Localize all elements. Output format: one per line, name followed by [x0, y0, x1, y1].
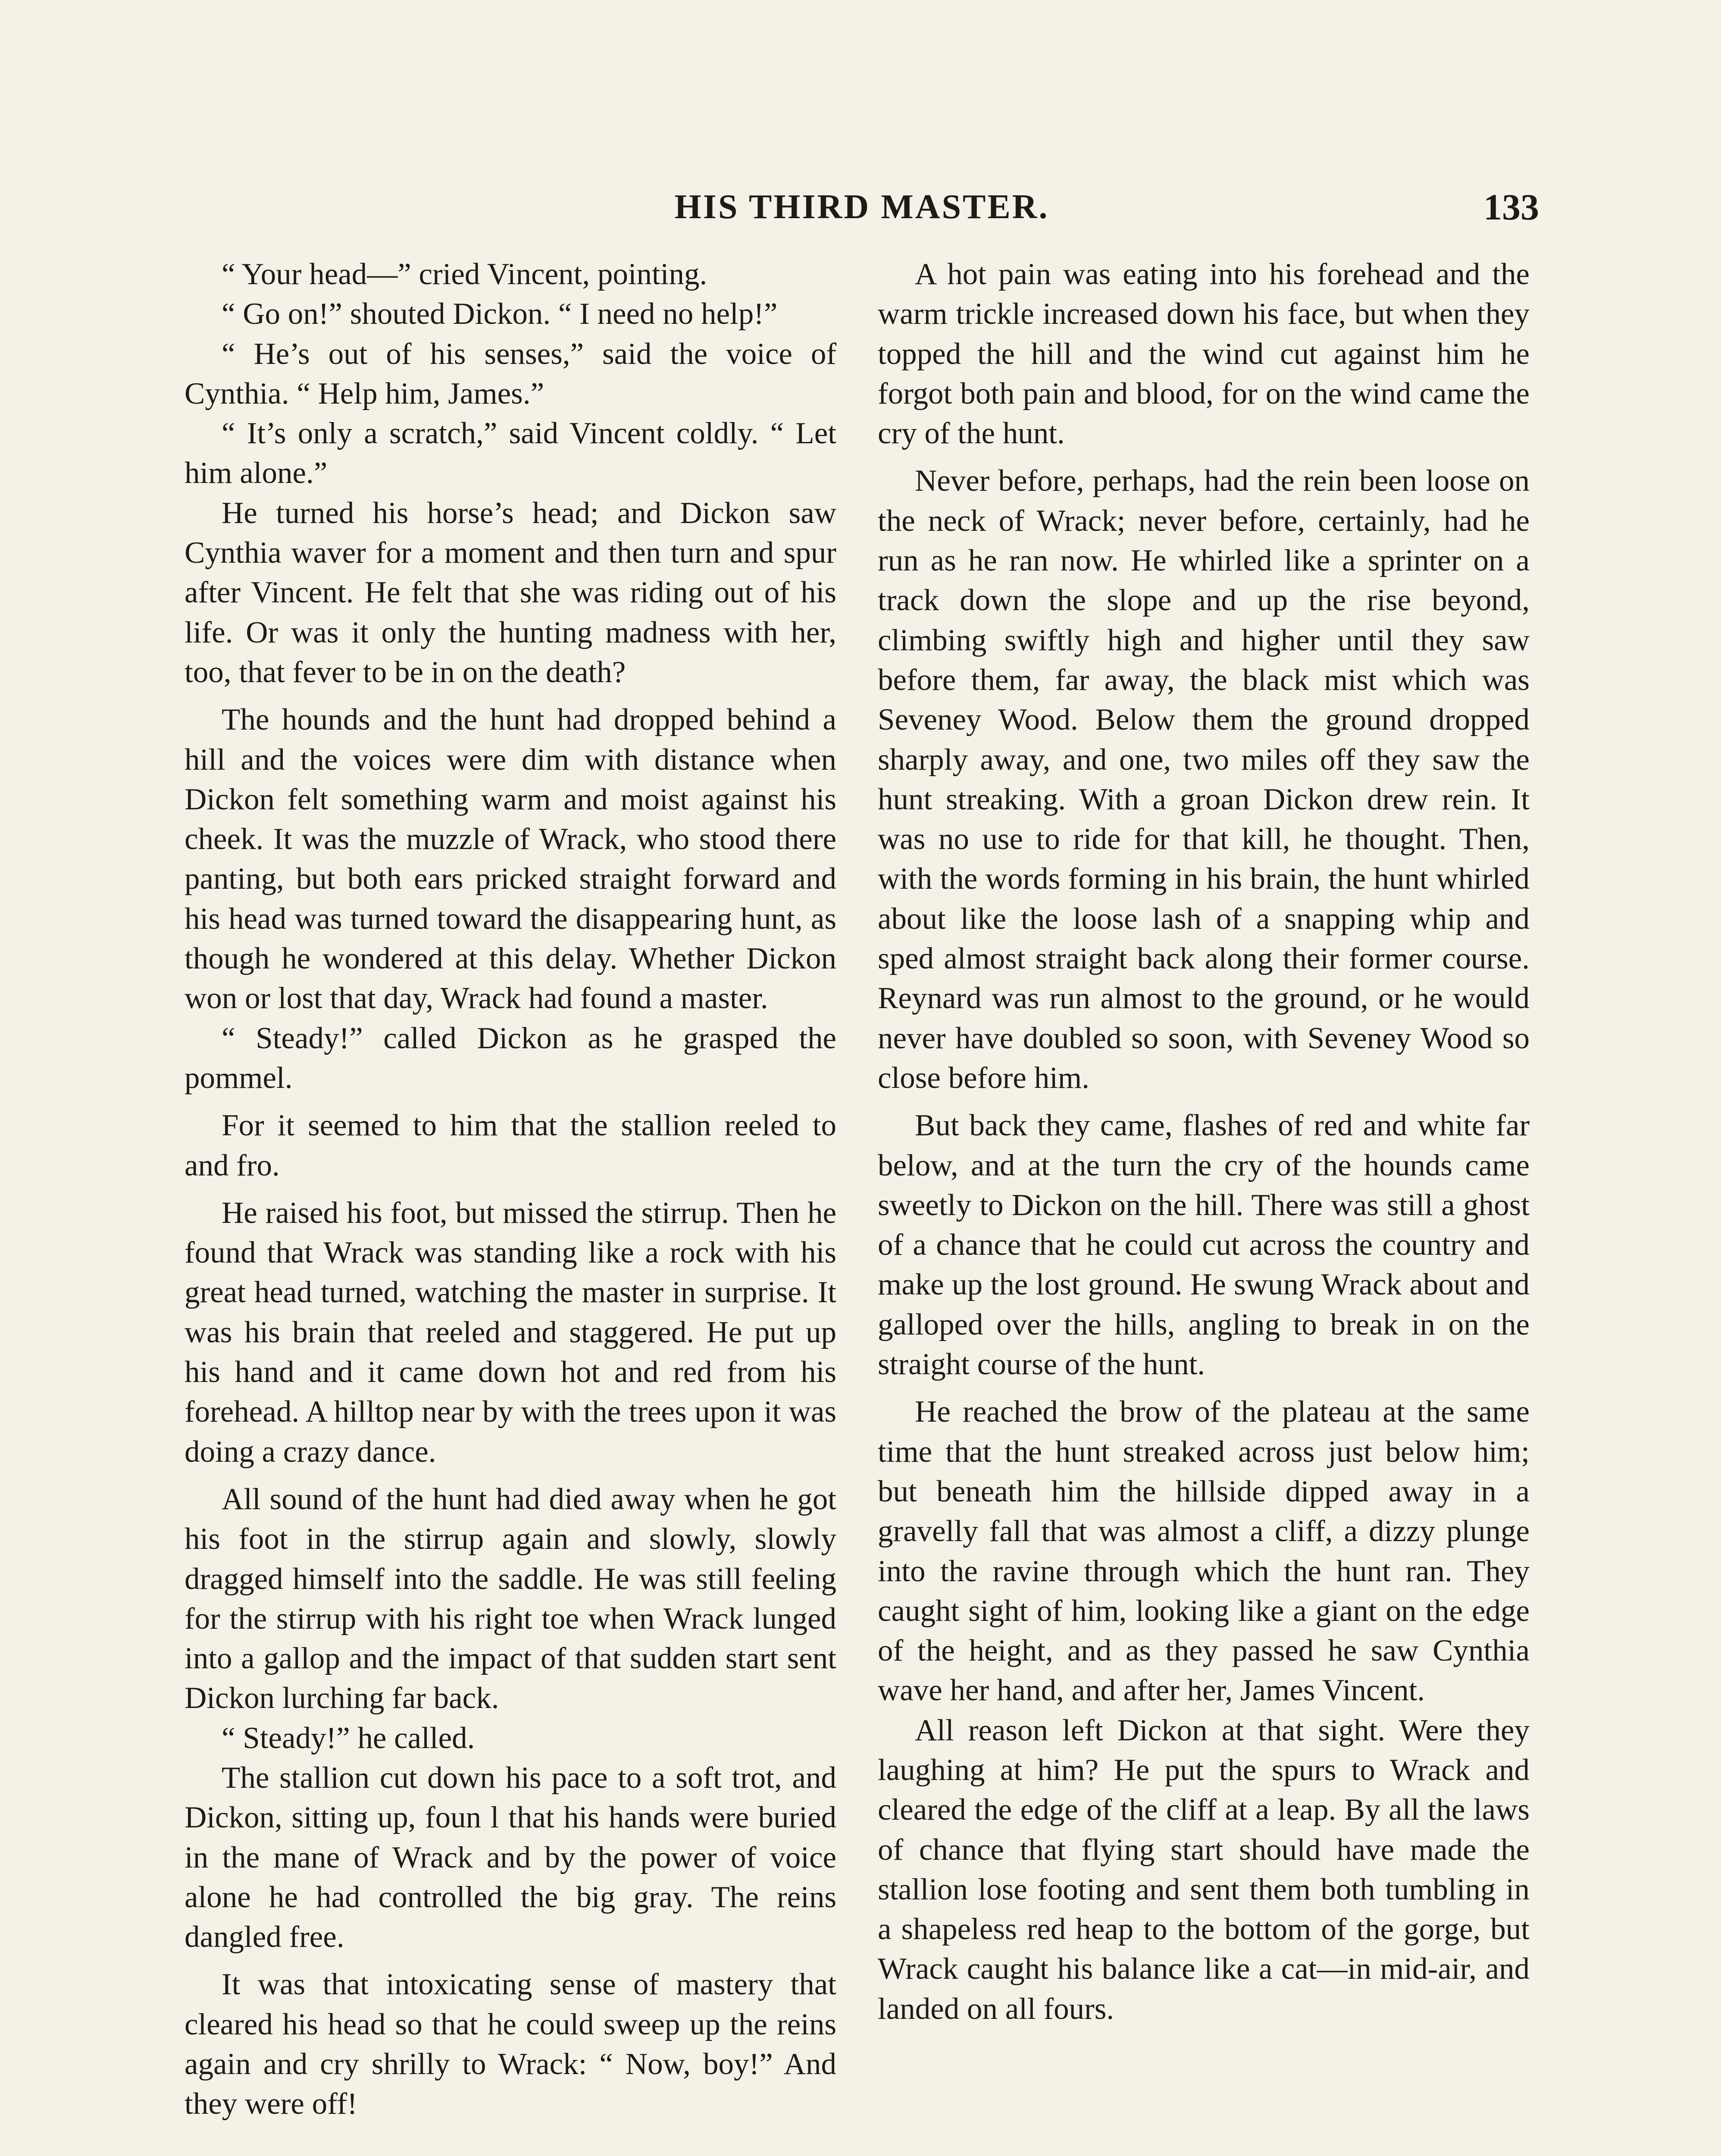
paragraph: “ Steady!” he called. [222, 1721, 475, 1755]
paragraph: He reached the brow of the plateau at the same time that the hunt streaked across just below him; but beneath him the hillside dipped away in a gravelly fall that was almost a cliff, a dizzy plunge into the ravine through which the hunt ran. They caught sight of him, looking like a giant on the edge of the height, and as they passed he saw Cynthia wave her hand, and after her, James Vincent. [878, 1395, 1530, 1708]
paragraph: “ Steady!” called Dickon as he grasped the pommel. [185, 1021, 836, 1095]
paragraph: “ It’s only a scratch,” said Vincent coldly. “ Let him alone.” [185, 417, 836, 490]
right-text-column [878, 254, 1530, 2029]
paragraph: Never before, perhaps, had the rein been loose on the neck of Wrack; never before, certainly, had he run as he ran now. He whirled like a sprinter on a track down the slope and up the rise beyond, climbing swiftly high and higher until they saw before them, far away, the black mist which was Seveney Wood. Below them the ground dropped sharply away, and one, two miles off they saw the hunt streaking. With a groan Dickon drew rein. It was no use to ride for that kill, he thought. Then, with the words forming in his brain, the hunt whirled about like the loose lash of a snapping whip and sped almost straight back along their former course. Reynard was run almost to the ground, or he would never have doubled so soon, with Seveney Wood so close before him. [878, 464, 1530, 1095]
paragraph: A hot pain was eating into his forehead and the warm trickle increased down his face, but when they topped the hill and the wind cut against him he forgot both pain and blood, for on the wind came the cry of the hunt. [878, 257, 1530, 451]
paragraph: It was that intoxicating sense of mastery that cleared his head so that he could sweep up the reins again and cry shrilly to Wrack: “ Now, boy!” And they were off! [185, 1968, 836, 2121]
paragraph: He turned his horse’s head; and Dickon saw Cynthia waver for a moment and then turn and spur after Vincent. He felt that she was riding out of his life. Or was it only the hunting madness with her, too, that fever to be in on the death? [185, 496, 836, 689]
page-number: 133 [1483, 186, 1539, 228]
paragraph: For it seemed to him that the stallion reeled to and fro. [185, 1109, 836, 1182]
left-text-column [185, 254, 836, 2124]
paragraph: “ He’s out of his senses,” said the voice of Cynthia. “ Help him, James.” [185, 337, 836, 411]
paragraph: The stallion cut down his pace to a soft trot, and Dickon, sitting up, foun l that his hands were buried in the mane of Wrack and by the power of voice alone he had controlled the big gray. The reins dangled free. [185, 1761, 836, 1954]
paragraph: The hounds and the hunt had dropped behind a hill and the voices were dim with distance when Dickon felt something warm and moist against his cheek. It was the muzzle of Wrack, who stood there panting, but both ears pricked straight forward and his head was turned toward the disappearing hunt, as though he wondered at this delay. Whether Dickon won or lost that day, Wrack had found a master. [185, 703, 836, 1015]
paragraph: He raised his foot, but missed the stirrup. Then he found that Wrack was standing like a rock with his great head turned, watching the master in surprise. It was his brain that reeled and staggered. He put up his hand and it came down hot and red from his forehead. A hilltop near by with the trees upon it was doing a crazy dance. [185, 1196, 836, 1469]
running-header [185, 177, 1539, 237]
running-title: HIS THIRD MASTER. [674, 188, 1049, 226]
paragraph: All sound of the hunt had died away when he got his foot in the stirrup again and slowly, slowly dragged himself into the saddle. He was still feeling for the stirrup with his right toe when Wrack lunged into a gallop and the impact of that sudden start sent Dickon lurching far back. [185, 1482, 836, 1715]
paragraph: “ Go on!” shouted Dickon. “ I need no help!” [222, 297, 778, 331]
paragraph: But back they came, flashes of red and white far below, and at the turn the cry of the hounds came sweetly to Dickon on the hill. There was still a ghost of a chance that he could cut across the country and make up the lost ground. He swung Wrack about and galloped over the hills, angling to break in on the straight course of the hunt. [878, 1109, 1530, 1382]
paragraph: “ Your head—” cried Vincent, pointing. [222, 257, 707, 291]
paragraph: All reason left Dickon at that sight. Were they laughing at him? He put the spurs to Wrack and cleared the edge of the cliff at a leap. By all the laws of chance that flying start should have made the stallion lose footing and sent them both tumbling in a shapeless red heap to the bottom of the gorge, but Wrack caught his balance like a cat—in mid-air, and landed on all fours. [878, 1713, 1530, 2026]
